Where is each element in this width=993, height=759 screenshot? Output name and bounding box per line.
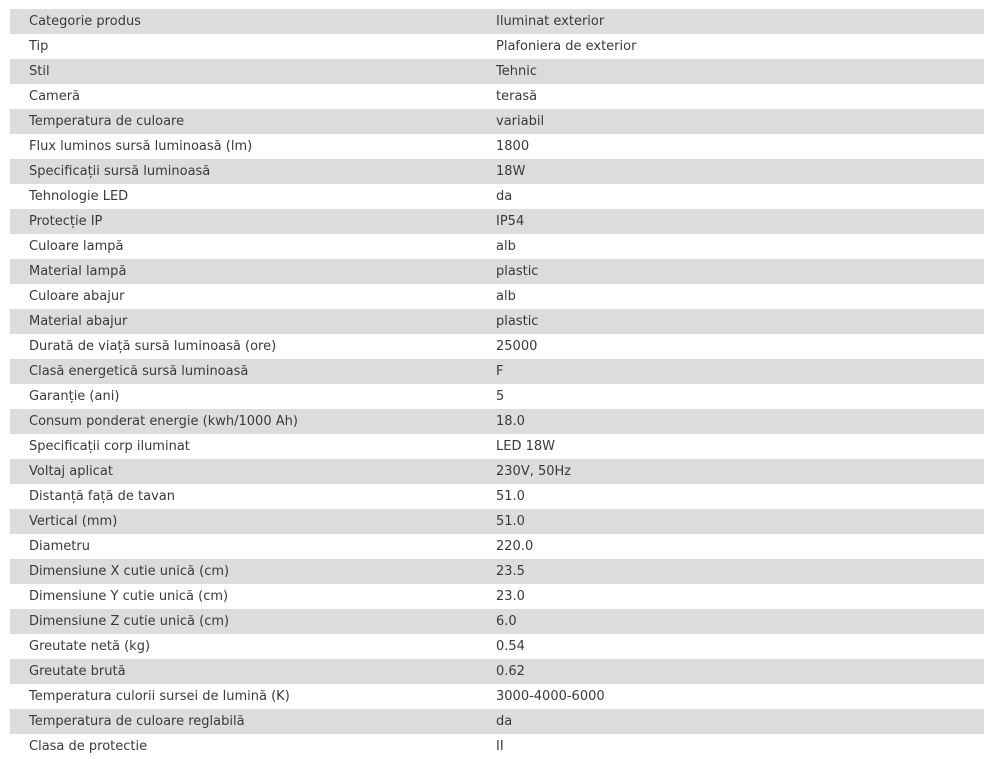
spec-label: Garanție (ani)	[29, 389, 120, 404]
spec-label: Dimensiune X cutie unică (cm)	[10, 559, 496, 584]
spec-label: Distanță față de tavan	[29, 489, 175, 504]
spec-value: Plafoniera de exterior	[496, 39, 637, 54]
spec-label: Cameră	[29, 89, 81, 104]
spec-value: 25000	[496, 339, 538, 354]
spec-row	[10, 734, 984, 759]
spec-row	[10, 9, 984, 34]
spec-value: 51.0	[496, 489, 525, 504]
spec-table-body	[10, 9, 984, 759]
spec-label: Tehnologie LED	[29, 189, 129, 204]
spec-row	[10, 609, 984, 634]
spec-label: Culoare lampă	[29, 239, 124, 254]
spec-label: Greutate brută	[10, 659, 496, 684]
spec-label: Durată de viață sursă luminoasă (ore)	[29, 339, 277, 354]
spec-value: 18.0	[496, 409, 984, 434]
spec-row	[10, 134, 984, 159]
spec-row	[10, 59, 984, 84]
spec-label: Material lampă	[10, 259, 496, 284]
spec-label: Voltaj aplicat	[10, 459, 496, 484]
spec-row	[10, 259, 984, 284]
spec-value: 23.5	[496, 559, 984, 584]
spec-row	[10, 559, 984, 584]
spec-row	[10, 209, 984, 234]
spec-label: Protecție IP	[10, 209, 496, 234]
spec-value: Tehnic	[496, 59, 984, 84]
spec-value: 0.62	[496, 659, 984, 684]
spec-value: 1800	[496, 139, 530, 154]
spec-label: Dimensiune Z cutie unică (cm)	[10, 609, 496, 634]
spec-value: plastic	[496, 309, 984, 334]
product-specs-table	[10, 9, 984, 759]
spec-value: II	[496, 739, 504, 754]
spec-label: Stil	[10, 59, 496, 84]
spec-value: plastic	[496, 259, 984, 284]
spec-row	[10, 709, 984, 734]
spec-row	[10, 359, 984, 384]
spec-value: 3000-4000-6000	[496, 689, 605, 704]
spec-label: Vertical (mm)	[10, 509, 496, 534]
spec-value: 0.54	[496, 639, 525, 654]
spec-value: 23.0	[496, 589, 525, 604]
spec-row	[10, 334, 984, 359]
spec-value: terasă	[496, 89, 538, 104]
spec-row	[10, 384, 984, 409]
spec-row	[10, 534, 984, 559]
spec-row	[10, 434, 984, 459]
spec-row	[10, 109, 984, 134]
spec-value: 18W	[496, 159, 984, 184]
spec-value: 5	[496, 389, 505, 404]
spec-value: alb	[496, 239, 516, 254]
spec-row	[10, 284, 984, 309]
spec-label: Temperatura de culoare reglabilă	[10, 709, 496, 734]
spec-label: Clasă energetică sursă luminoasă	[10, 359, 496, 384]
spec-row	[10, 634, 984, 659]
spec-label: Diametru	[29, 539, 90, 554]
spec-value: F	[496, 359, 984, 384]
spec-value: 230V, 50Hz	[496, 459, 984, 484]
spec-label: Flux luminos sursă luminoasă (lm)	[29, 139, 253, 154]
spec-value: IP54	[496, 209, 984, 234]
spec-label: Culoare abajur	[29, 289, 125, 304]
spec-label: Greutate netă (kg)	[29, 639, 151, 654]
spec-row	[10, 484, 984, 509]
spec-value: Iluminat exterior	[496, 9, 984, 34]
spec-row	[10, 659, 984, 684]
spec-label: Categorie produs	[10, 9, 496, 34]
spec-label: Consum ponderat energie (kwh/1000 Ah)	[10, 409, 496, 434]
spec-row	[10, 309, 984, 334]
spec-value: 220.0	[496, 539, 534, 554]
spec-row	[10, 684, 984, 709]
spec-row	[10, 584, 984, 609]
spec-label: Specificații corp iluminat	[29, 439, 190, 454]
spec-label: Clasa de protectie	[29, 739, 148, 754]
spec-label: Material abajur	[10, 309, 496, 334]
spec-label: Tip	[29, 39, 49, 54]
spec-value: 6.0	[496, 609, 984, 634]
spec-label: Temperatura culorii sursei de lumină (K)	[29, 689, 290, 704]
spec-value: 51.0	[496, 509, 984, 534]
spec-row	[10, 184, 984, 209]
spec-row	[10, 509, 984, 534]
spec-label: Dimensiune Y cutie unică (cm)	[29, 589, 229, 604]
spec-value: variabil	[496, 109, 984, 134]
spec-row	[10, 409, 984, 434]
spec-row	[10, 459, 984, 484]
spec-row	[10, 34, 984, 59]
spec-row	[10, 234, 984, 259]
spec-value: da	[496, 709, 984, 734]
spec-label: Specificații sursă luminoasă	[10, 159, 496, 184]
spec-value: LED 18W	[496, 439, 555, 454]
spec-label: Temperatura de culoare	[10, 109, 496, 134]
spec-value: alb	[496, 289, 516, 304]
spec-row	[10, 159, 984, 184]
spec-value: da	[496, 189, 513, 204]
spec-row	[10, 84, 984, 109]
